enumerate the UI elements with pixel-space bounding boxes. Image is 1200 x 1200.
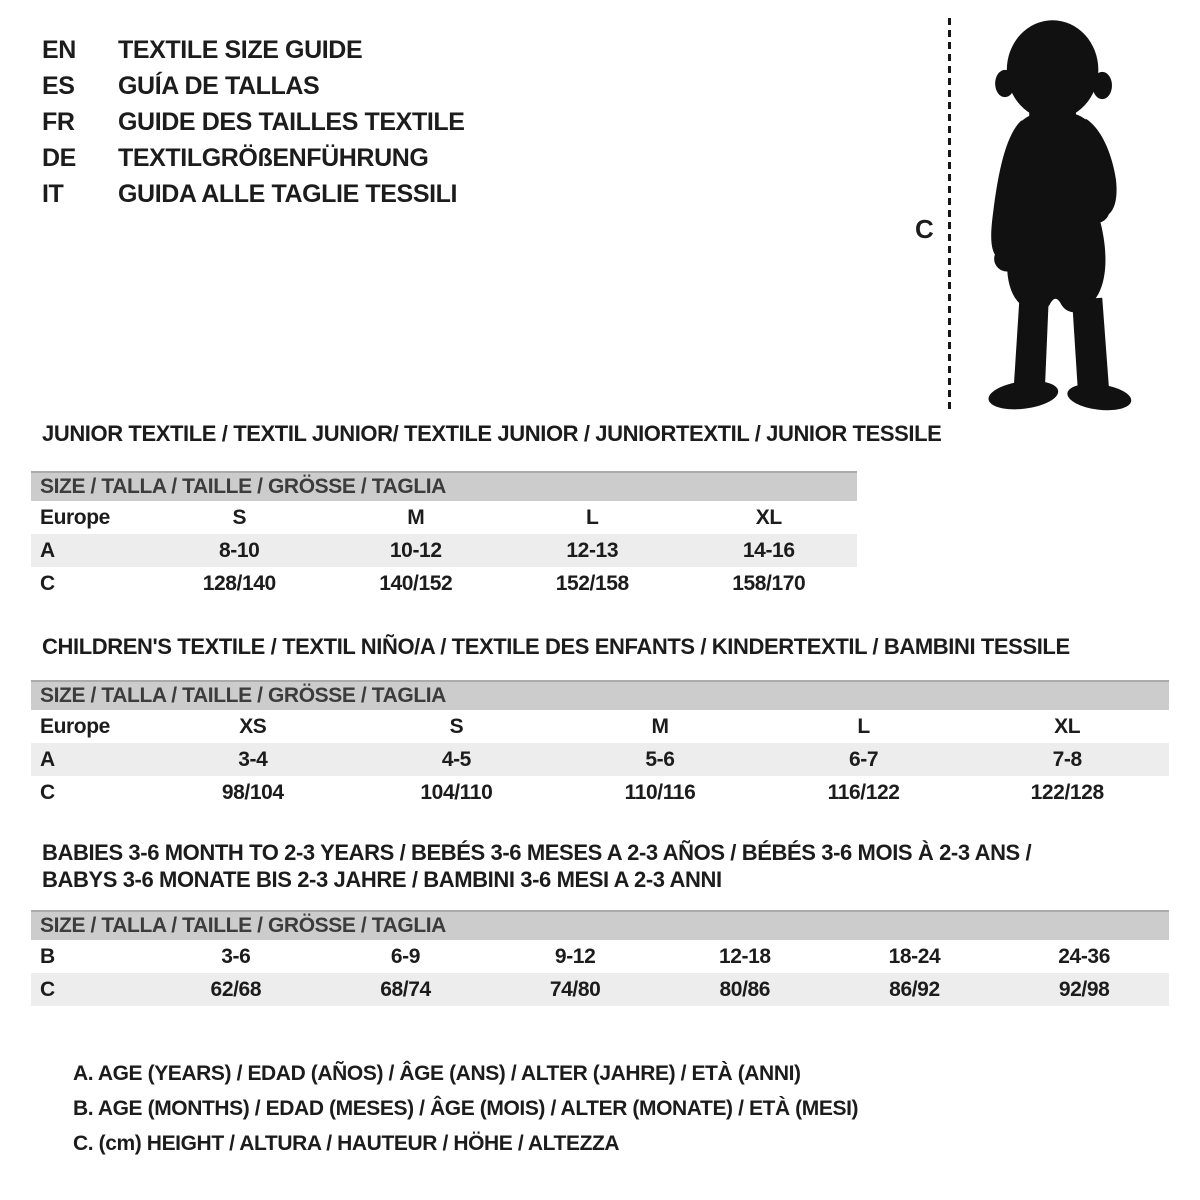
language-title: GUIDA ALLE TAGLIE TESSILI bbox=[118, 180, 458, 208]
language-title: TEXTILE SIZE GUIDE bbox=[118, 36, 363, 64]
size-cell: S bbox=[232, 505, 247, 529]
language-code: IT bbox=[42, 180, 64, 208]
language-row bbox=[42, 32, 465, 68]
row-label: Europe bbox=[40, 714, 110, 738]
size-cell: 128/140 bbox=[202, 571, 276, 595]
section-junior bbox=[31, 420, 1169, 600]
language-row bbox=[42, 104, 465, 140]
size-cell: 152/158 bbox=[555, 571, 629, 595]
section-title bbox=[42, 839, 1169, 893]
size-cell: 80/86 bbox=[719, 977, 771, 1001]
language-title: GUIDE DES TAILLES TEXTILE bbox=[118, 108, 465, 136]
height-measure-label: C bbox=[915, 214, 934, 244]
row-label: C bbox=[40, 780, 55, 804]
size-cell: 4-5 bbox=[441, 747, 471, 771]
size-cell: 62/68 bbox=[210, 977, 262, 1001]
size-cell: 122/128 bbox=[1030, 780, 1104, 804]
legend-line-a: A. AGE (YEARS) / EDAD (AÑOS) / ÂGE (ANS) / ALTER (JAHRE) / ETÀ (ANNI) bbox=[73, 1062, 801, 1085]
size-cell: 104/110 bbox=[420, 780, 493, 804]
size-cell: 8-10 bbox=[219, 538, 260, 562]
section-title-line: BABIES 3-6 MONTH TO 2-3 YEARS / BEBÉS 3-6 MESES A 2-3 AÑOS / BÉBÉS 3-6 MOIS À 2-3 ANS / bbox=[42, 840, 1032, 865]
table-row bbox=[31, 940, 1169, 973]
size-cell: 10-12 bbox=[389, 538, 442, 562]
language-list bbox=[42, 32, 465, 212]
size-cell: 6-7 bbox=[849, 747, 879, 771]
size-cell: XS bbox=[239, 714, 267, 738]
language-title: GUÍA DE TALLAS bbox=[118, 72, 320, 100]
size-cell: M bbox=[407, 505, 425, 529]
table-row bbox=[31, 534, 857, 567]
section-title-line: CHILDREN'S TEXTILE / TEXTIL NIÑO/A / TEXTILE DES ENFANTS / KINDERTEXTIL / BAMBINI TESSILE bbox=[42, 634, 1070, 659]
size-cell: 12-18 bbox=[718, 944, 771, 968]
language-row bbox=[42, 68, 465, 104]
table-row bbox=[31, 710, 1169, 743]
size-cell: 3-6 bbox=[221, 944, 251, 968]
language-row bbox=[42, 140, 465, 176]
size-header-bar: SIZE / TALLA / TAILLE / GRÖSSE / TAGLIA bbox=[31, 680, 1169, 710]
size-cell: 140/152 bbox=[379, 571, 453, 595]
size-cell: 68/74 bbox=[380, 977, 431, 1001]
size-cell: 116/122 bbox=[827, 780, 900, 804]
size-header-bar: SIZE / TALLA / TAILLE / GRÖSSE / TAGLIA bbox=[31, 471, 857, 501]
height-measure-line bbox=[948, 18, 951, 414]
children-size-table bbox=[31, 710, 1169, 809]
size-cell: 158/170 bbox=[732, 571, 806, 595]
language-code: ES bbox=[42, 72, 75, 100]
size-cell: 98/104 bbox=[221, 780, 284, 804]
toddler-silhouette-icon bbox=[963, 12, 1148, 418]
height-figure bbox=[915, 12, 1150, 418]
section-title-line: JUNIOR TEXTILE / TEXTIL JUNIOR/ TEXTILE JUNIOR / JUNIORTEXTIL / JUNIOR TESSILE bbox=[42, 421, 942, 446]
language-code: FR bbox=[42, 108, 75, 136]
size-header-bar: SIZE / TALLA / TAILLE / GRÖSSE / TAGLIA bbox=[31, 910, 1169, 940]
size-cell: 74/80 bbox=[549, 977, 601, 1001]
size-cell: 14-16 bbox=[742, 538, 795, 562]
size-cell: 92/98 bbox=[1058, 977, 1110, 1001]
size-cell: S bbox=[449, 714, 464, 738]
size-cell: XL bbox=[1054, 714, 1081, 738]
header bbox=[0, 0, 1200, 420]
babies-size-table bbox=[31, 940, 1169, 1006]
size-cell: 9-12 bbox=[554, 944, 596, 968]
size-cell: XL bbox=[755, 505, 782, 529]
section-title bbox=[42, 420, 1169, 447]
language-title: TEXTILGRÖßENFÜHRUNG bbox=[118, 144, 429, 172]
tables-area bbox=[0, 420, 1200, 1161]
size-cell: M bbox=[651, 714, 669, 738]
size-cell: 3-4 bbox=[238, 747, 268, 771]
size-cell: 12-13 bbox=[566, 538, 619, 562]
junior-size-table bbox=[31, 501, 857, 600]
legend-line-b: B. AGE (MONTHS) / EDAD (MESES) / ÂGE (MOIS) / ALTER (MONATE) / ETÀ (MESI) bbox=[73, 1097, 859, 1120]
table-row bbox=[31, 776, 1169, 809]
language-code: DE bbox=[42, 144, 76, 172]
size-cell: 110/116 bbox=[624, 780, 696, 804]
language-row bbox=[42, 176, 465, 212]
row-label: C bbox=[40, 977, 55, 1001]
table-row bbox=[31, 501, 857, 534]
row-label: A bbox=[40, 538, 55, 562]
row-label: Europe bbox=[40, 505, 110, 529]
size-cell: 6-9 bbox=[390, 944, 421, 968]
section-title bbox=[42, 633, 1169, 660]
size-cell: 7-8 bbox=[1052, 747, 1082, 771]
size-cell: 5-6 bbox=[645, 747, 675, 771]
size-cell: L bbox=[586, 505, 599, 529]
section-children bbox=[31, 633, 1169, 809]
table-row bbox=[31, 567, 857, 600]
size-cell: L bbox=[857, 714, 870, 738]
language-code: EN bbox=[42, 36, 76, 64]
row-label: C bbox=[40, 571, 55, 595]
row-label: B bbox=[40, 944, 55, 968]
legend bbox=[73, 1056, 1169, 1161]
table-row bbox=[31, 743, 1169, 776]
size-cell: 86/92 bbox=[889, 977, 940, 1001]
size-cell: 24-36 bbox=[1058, 944, 1110, 968]
legend-line-c: C. (cm) HEIGHT / ALTURA / HAUTEUR / HÖHE / ALTEZZA bbox=[73, 1132, 620, 1155]
section-babies bbox=[31, 839, 1169, 1006]
section-title-line: BABYS 3-6 MONATE BIS 2-3 JAHRE / BAMBINI 3-6 MESI A 2-3 ANNI bbox=[42, 867, 722, 892]
size-cell: 18-24 bbox=[888, 944, 941, 968]
table-row bbox=[31, 973, 1169, 1006]
row-label: A bbox=[40, 747, 55, 771]
